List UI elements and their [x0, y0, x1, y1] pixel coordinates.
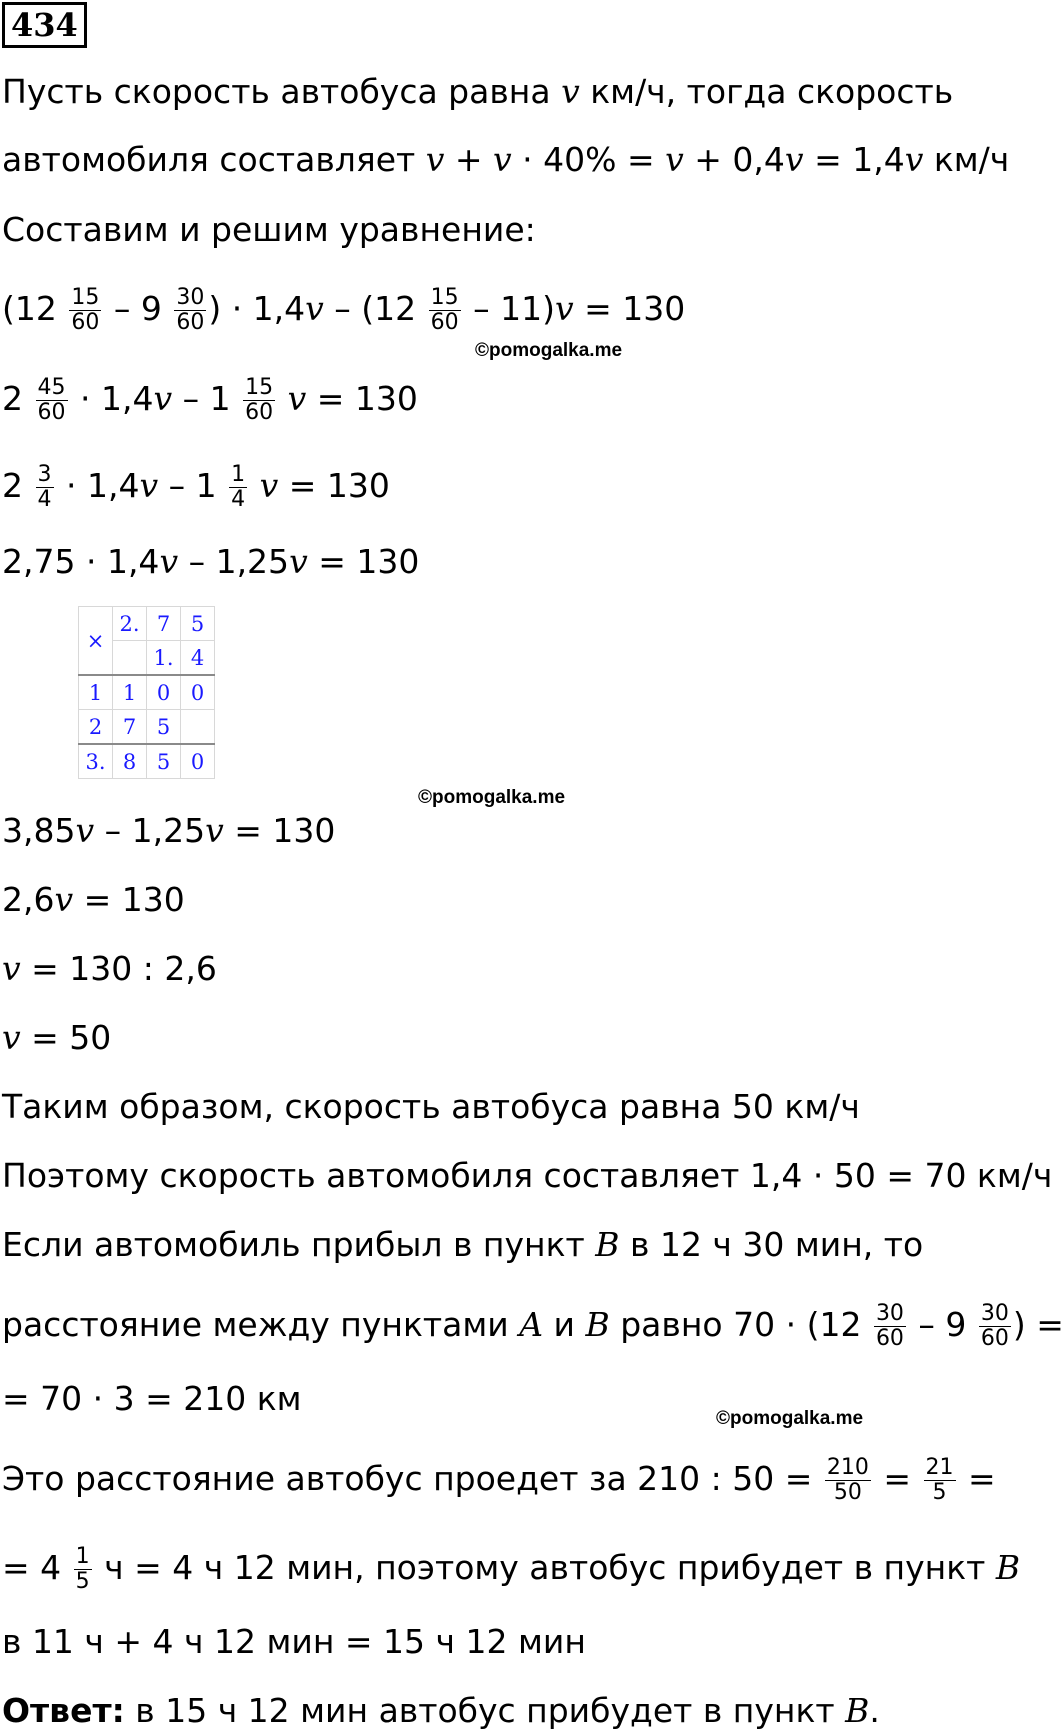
- fraction: $\frac{15}{60}$: [71, 285, 100, 335]
- fraction: $\frac{1}{5}$: [75, 1544, 90, 1594]
- fraction: $\frac{1}{4}$: [231, 462, 246, 512]
- multiplication-table: [78, 606, 215, 779]
- conclusion-line-1: Таким образом, скорость автобуса равна 50 км/ч: [2, 1087, 860, 1126]
- mult-cell: 0: [147, 675, 181, 710]
- mult-cell: 5: [181, 607, 215, 641]
- fraction: $\frac{30}{60}$: [176, 285, 205, 335]
- mult-cell: 2.: [113, 607, 147, 641]
- equation-4: 2,75 · 1,4v – 1,25v = 130: [2, 542, 420, 581]
- fraction: $\frac{15}{60}$: [430, 285, 459, 335]
- answer-line: Ответ: в 15 ч 12 мин автобус прибудет в пункт B.: [2, 1691, 880, 1730]
- fraction: $\frac{210}{50}$: [826, 1455, 869, 1505]
- mult-cell: 8: [113, 744, 147, 779]
- watermark: ©pomogalka.me: [716, 1408, 864, 1429]
- mult-cell: 5: [147, 710, 181, 745]
- mult-cell: 1.: [147, 641, 181, 676]
- fraction: $\frac{30}{60}$: [875, 1301, 904, 1351]
- equation-5: 3,85v – 1,25v = 130: [2, 811, 336, 850]
- equation-8: v = 50: [2, 1018, 112, 1057]
- mult-cell: 0: [181, 744, 215, 779]
- intro-line-1: Пусть скорость автобуса равна v км/ч, тогда скорость: [2, 72, 954, 111]
- fraction: $\frac{15}{60}$: [245, 375, 274, 425]
- mult-cell: [113, 641, 147, 676]
- fraction: $\frac{3}{4}$: [37, 462, 52, 512]
- conclusion-line-5: = 70 · 3 = 210 км: [2, 1379, 302, 1418]
- problem-number: 434: [2, 2, 87, 48]
- equation-2: 2 $\frac{45}{60}$ · 1,4v – 1 $\frac{15}{60}$ v = 130: [2, 375, 418, 425]
- conclusion-line-4: расстояние между пунктами A и B равно 70 · (12 $\frac{30}{60}$ – 9 $\frac{30}{60}$ ) =: [2, 1301, 1064, 1351]
- mult-cell: 1: [79, 675, 113, 710]
- mult-cell: 7: [147, 607, 181, 641]
- mult-cell: 2: [79, 710, 113, 745]
- fraction: $\frac{30}{60}$: [980, 1301, 1009, 1351]
- mult-cell: 1: [113, 675, 147, 710]
- mult-cell: 7: [113, 710, 147, 745]
- mult-cell: 0: [181, 675, 215, 710]
- mult-cell: 3.: [79, 744, 113, 779]
- equation-3: 2 $\frac{3}{4}$ · 1,4v – 1 $\frac{1}{4}$ v = 130: [2, 462, 390, 512]
- conclusion-line-3: Если автомобиль прибыл в пункт B в 12 ч 30 мин, то: [2, 1225, 924, 1264]
- conclusion-line-2: Поэтому скорость автомобиля составляет 1,4 · 50 = 70 км/ч: [2, 1156, 1053, 1195]
- equation-1: (12 $\frac{15}{60}$ – 9 $\frac{30}{60}$ ) · 1,4v – (12 $\frac{15}{60}$ – 11)v = 130: [2, 285, 686, 335]
- watermark: ©pomogalka.me: [418, 787, 566, 808]
- conclusion-line-8: в 11 ч + 4 ч 12 мин = 15 ч 12 мин: [2, 1622, 586, 1661]
- mult-cell: [181, 710, 215, 745]
- equation-6: 2,6v = 130: [2, 880, 185, 919]
- answer-label: Ответ:: [2, 1691, 125, 1730]
- intro-line-3: Составим и решим уравнение:: [2, 210, 536, 249]
- conclusion-line-6: Это расстояние автобус проедет за 210 : 50 = $\frac{210}{50}$ = $\frac{21}{5}$ =: [2, 1455, 996, 1505]
- multiply-sign: ×: [79, 607, 113, 676]
- mult-cell: 4: [181, 641, 215, 676]
- fraction: $\frac{45}{60}$: [37, 375, 66, 425]
- equation-7: v = 130 : 2,6: [2, 949, 217, 988]
- intro-line-2: автомобиля составляет v + v · 40% = v + 0,4v = 1,4v км/ч: [2, 140, 1010, 179]
- fraction: $\frac{21}{5}$: [925, 1455, 954, 1505]
- mult-cell: 5: [147, 744, 181, 779]
- conclusion-line-7: = 4 $\frac{1}{5}$ ч = 4 ч 12 мин, поэтому автобус прибудет в пункт B: [2, 1544, 1021, 1594]
- watermark: ©pomogalka.me: [475, 340, 623, 361]
